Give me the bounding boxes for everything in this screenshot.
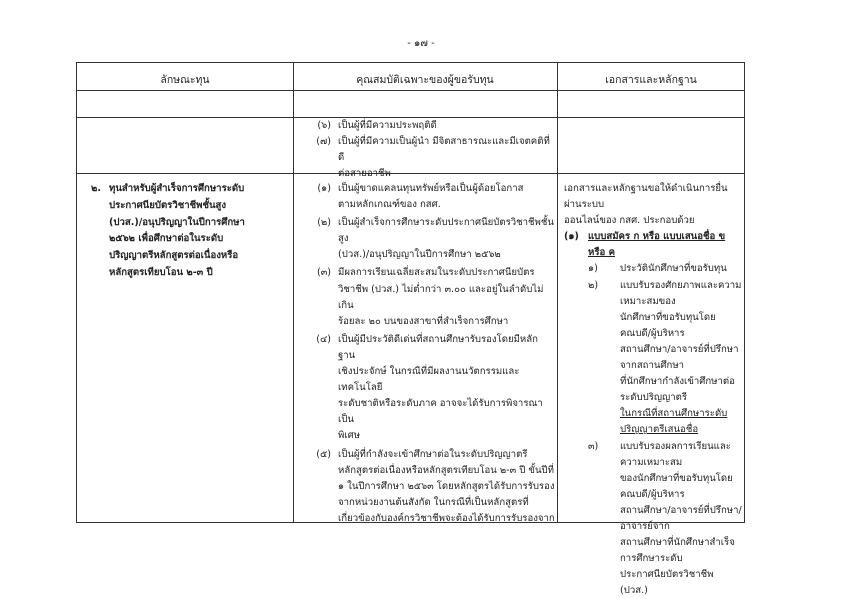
qualification-item: (๕) เป็นผู้ที่กำลังจะเข้าศึกษาต่อในระดับปริญญาตรี หลักสูตรต่อเนื่องหรือหลักสูตรเทียบโอน ๒-๓ ปี ขั้นปีที่ ๑ ในปีการศึกษา ๒๕๖๓ โดยหลักสูตรได้รับการรับรอง จากหน่วยงานต้นสังกัด ในกรณีที่เป็นหลักสูตรที่ เกี่ยวข้องกับองค์กรวิชาชีพจะต้องได้รับการรับรองจาก xyxy=(305,447,555,527)
header-qualifications: คุณสมบัติเฉพาะของผู้ขอรับทุน xyxy=(293,71,557,88)
document-group: (๑) แบบสมัคร ก หรือ แบบเสนอชื่อ ข หรือ ค xyxy=(564,229,742,261)
document-item: ๑) ประวัตินักศึกษาที่ขอรับทุน xyxy=(564,261,742,277)
column-divider xyxy=(557,63,558,522)
header-documents: เอกสารและหลักฐาน xyxy=(557,71,745,88)
qualification-list xyxy=(305,181,555,527)
header-characteristics: ลักษณะทุน xyxy=(77,71,293,88)
scholarship-type-title: ๒. ทุนสำหรับผู้สำเร็จการศึกษาระดับ ประกาศนียบัตรวิชาชีพชั้นสูง (ปวส.)/อนุปริญญาในปีการศึกษา ๒๕๖๒ เพื่อศึกษาต่อในระดับ ปริญญาตรีหลักสูตรต่อเนื่องหรือ หลักสูตรเทียบโอน ๒-๓ ปี xyxy=(91,181,307,282)
column-divider xyxy=(293,63,294,522)
document-item: ๒) แบบรับรองศักยภาพและความเหมาะสมของ นักศึกษาที่ขอรับทุนโดยคณบดี/ผู้บริหาร สถานศึกษา/อาจารย์ที่ปรึกษาจากสถานศึกษา ที่นักศึกษากำลังเข้าศึกษาต่อระดับปริญญาตรี ในกรณีที่สถานศึกษาระดับปริญญาตรีเสนอชื่อ xyxy=(564,278,742,439)
qualification-item: (๓) มีผลการเรียนเฉลี่ยสะสมในระดับประกาศนียบัตร วิชาชีพ (ปวส.) ไม่ต่ำกว่า ๓.๐๐ และอยู่ในลำดับไม่เกิน ร้อยละ ๒๐ บนของสาขาที่สำเร็จการศึกษา xyxy=(305,265,555,329)
qualification-item: (๔) เป็นผู้มีประวัติดีเด่นที่สถานศึกษารับรองโดยมีหลักฐาน เชิงประจักษ์ ในกรณีที่มีผลงานนวัตกรรมและเทคโนโลยี ระดับชาติหรือระดับภาค อาจจะได้รับการพิจารณาเป็น พิเศษ xyxy=(305,332,555,445)
scholarship-table xyxy=(76,62,745,523)
qualification-item: (๑) เป็นผู้ขาดแคลนทุนทรัพย์หรือเป็นผู้ด้อยโอกาส ตามหลักเกณฑ์ของ กสศ. xyxy=(305,181,555,213)
document-item: ๓) แบบรับรองผลการเรียนและความเหมาะสม ของนักศึกษาที่ขอรับทุนโดยคณบดี/ผู้บริหาร สถานศึกษา/อาจารย์ที่ปรึกษา/อาจารย์จาก สถานศึกษาที่นักศึกษาสำเร็จการศึกษาระดับ ประกาศนียบัตรวิชาชีพ (ปวส.) xyxy=(564,439,742,599)
qualification-item: (๖) เป็นผู้ที่มีความประพฤติดี xyxy=(305,118,555,134)
continued-qualifications xyxy=(305,118,555,182)
documents-intro: เอกสารและหลักฐานขอให้ดำเนินการยื่นผ่านระบบ ออนไลน์ของ กสศ. ประกอบด้วย xyxy=(564,181,742,229)
qualification-item: (๗) เป็นผู้ที่มีความเป็นผู้นำ มีจิตสาธารณะและมีเจตคติที่ดี ต่อสายอาชีพ xyxy=(305,134,555,182)
qualification-item: (๒) เป็นผู้สำเร็จการศึกษาระดับประกาศนียบัตรวิชาชีพชั้นสูง (ปวส.)/อนุปริญญาในปีการศึกษา ๒๕๖๒ xyxy=(305,215,555,263)
header-divider xyxy=(77,90,744,91)
document-list xyxy=(564,181,742,599)
page-number: - ๑๗ - xyxy=(0,36,842,51)
